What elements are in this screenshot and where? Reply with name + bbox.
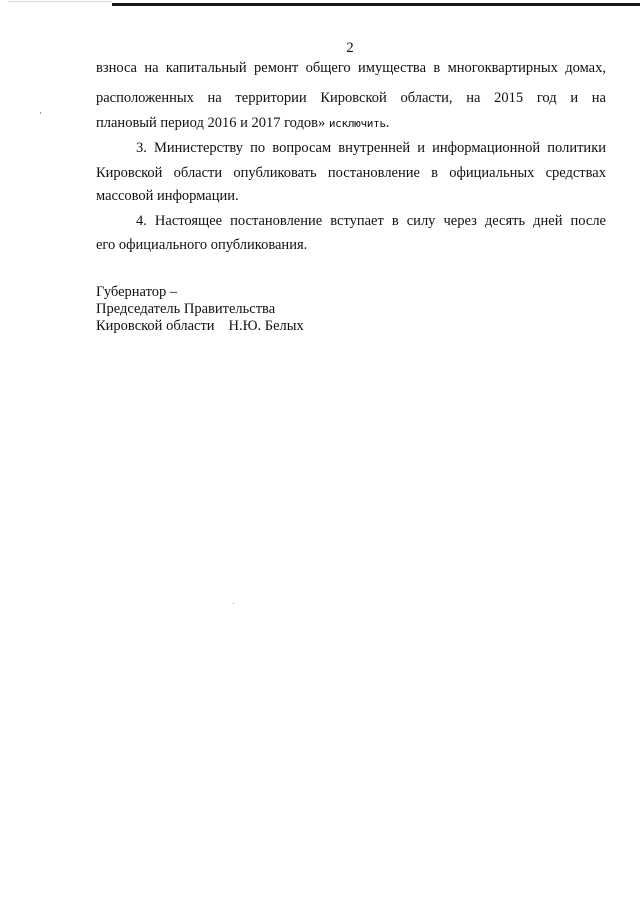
- scan-speck: [233, 603, 234, 604]
- signature-title-line-3: Кировской области: [96, 318, 215, 334]
- signatory-name: Н.Ю. Белых: [228, 318, 304, 334]
- signature-block-line-3: [96, 318, 304, 334]
- signature-title-line-1: Губернатор –: [96, 284, 178, 300]
- paragraph-line-2: расположенных на территории Кировской области, на 2015 год и на: [96, 90, 606, 106]
- item-3-line-3: массовой информации.: [96, 188, 239, 204]
- paragraph-line-3-typed: плановый период 2016 и 2017 годов»: [96, 115, 326, 131]
- item-3-line-1: 3. Министерству по вопросам внутренней и информационной политики: [136, 140, 606, 156]
- handwritten-insert-punctuation: .: [385, 115, 390, 131]
- signature-title-line-2: Председатель Правительства: [96, 301, 276, 317]
- item-4-line-2: его официального опубликования.: [96, 237, 308, 253]
- paragraph-line-3: [96, 115, 606, 132]
- top-edge-faint-line: [8, 1, 112, 2]
- page-number: 2: [346, 40, 354, 56]
- paragraph-line-1: взноса на капитальный ремонт общего имущества в многоквартирных домах,: [96, 60, 606, 76]
- top-edge-scan-line: [112, 3, 640, 6]
- scan-speck: [40, 112, 41, 114]
- handwritten-insert: исключить: [328, 117, 386, 130]
- item-3-line-2: Кировской области опубликовать постановление в официальных средствах: [96, 165, 606, 181]
- item-4-line-1: 4. Настоящее постановление вступает в силу через десять дней после: [136, 213, 606, 229]
